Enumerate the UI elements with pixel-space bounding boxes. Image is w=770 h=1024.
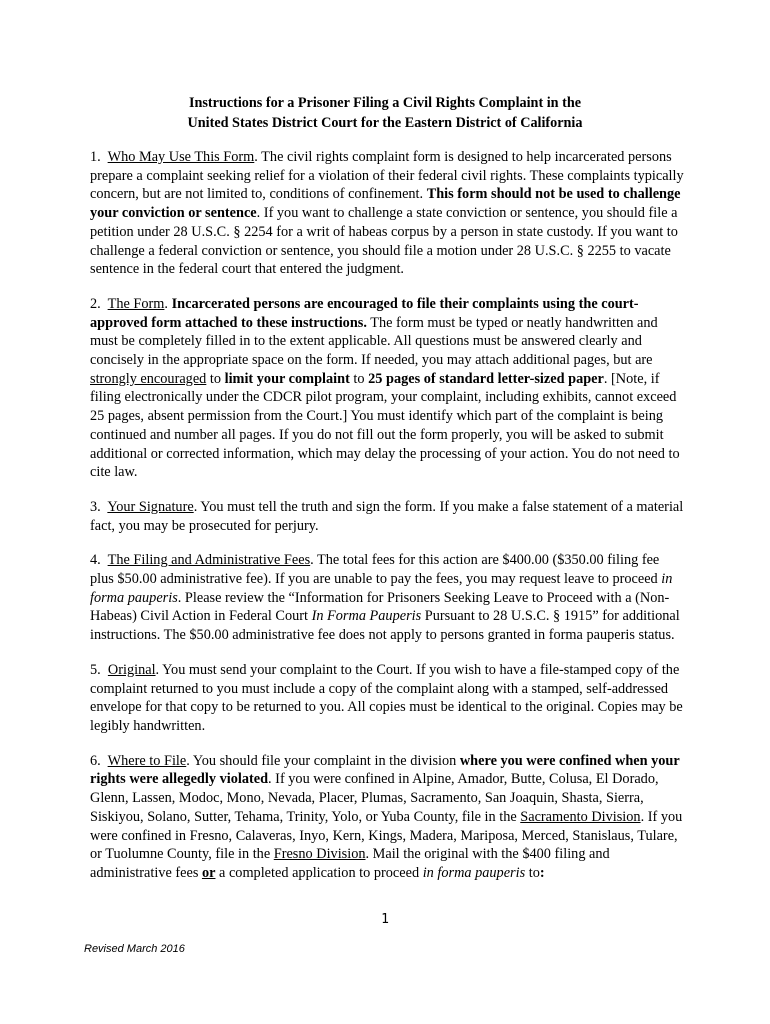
underlined-text: Fresno Division [273, 846, 366, 863]
section-heading: Who May Use This Form [107, 149, 255, 165]
italic-text: in forma pauperis [422, 864, 526, 881]
document-body [90, 148, 686, 899]
underlined-text: Sacramento Division [520, 808, 641, 825]
section-heading: Your Signature [107, 498, 194, 515]
underlined-text: strongly encouraged [90, 370, 207, 387]
section-number: 3. [90, 498, 101, 515]
bold-text: Incarcerated persons are encouraged to file their complaints using the court-approved form attached to these instructions. [90, 295, 639, 331]
section-number: 6. [90, 752, 101, 769]
italic-text: in forma pauperis [90, 571, 673, 606]
document-title [90, 93, 680, 133]
section-original: 5. Original. You must send your complaint to the Court. If you wish to have a file-stamped copy of the complaint returned to you must include a copy of the complaint along with a stamped, self-addressed envelope for that copy to be returned to you. All copies must be identical to the original. Copies may be legibly handwritten. [90, 661, 683, 734]
section-number: 4. [90, 552, 101, 569]
section-number: 5. [90, 661, 101, 678]
bold-text: This form should not be used to challenge your conviction or sentence [90, 186, 681, 222]
bold-text: : [539, 864, 545, 881]
revised-date: Revised March 2016 [84, 943, 185, 955]
title-line-1: Instructions for a Prisoner Filing a Civil Rights Complaint in the [188, 95, 582, 111]
section-where-to-file: 6. Where to File. You should file your complaint in the division where you were confined when your rights were allegedly violated. If you were confined in Alpine, Amador, Butte, Colusa, El Dorado, Glenn, Lassen, Modoc, Mono, Nevada, Placer, Plumas, Sacramento, San Joaquin, Shasta, Sierra, Siskiyou, Solano, Sutter, Tehama, Trinity, Yolo, or Yuba County, file in the Sacramento Division. If you were confined in Fresno, Calaveras, Inyo, Kern, Kings, Madera, Mariposa, Merced, Stanislaus, Tulare, or Tuolumne County, file in the Fresno Division. Mail the original with the $400 filing and administrative fees or a completed application to proceed in forma pauperis to: [90, 752, 683, 881]
section-heading: The Form [107, 295, 165, 312]
section-heading: The Filing and Administrative Fees [107, 552, 311, 569]
bold-text: 25 pages of standard letter-sized paper [368, 370, 604, 387]
page-number: 1 [381, 912, 389, 927]
title-line-2: United States District Court for the Eastern District of California [187, 115, 583, 131]
section-heading: Original [107, 661, 156, 678]
section-number: 1. [90, 149, 101, 165]
bold-underlined-text: or [201, 864, 216, 881]
section-your-signature: 3. Your Signature. You must tell the truth and sign the form. If you make a false statement of a material fact, you may be prosecuted for perjury. [90, 498, 684, 534]
italic-text: In Forma Pauperis [311, 608, 422, 625]
section-heading: Where to File [107, 752, 187, 769]
section-who-may-use: 1. Who May Use This Form. The civil rights complaint form is designed to help incarcerated persons prepare a complaint seeking relief for a violation of their federal civil rights. These complaints typically concern, but are not limited to, conditions of confinement. This form should not be used to challenge your conviction or sentence. If you want to challenge a state conviction or sentence, you should file a petition under 28 U.S.C. § 2254 for a writ of habeas corpus by a person in state custody. If you want to challenge a federal conviction or sentence, you should file a motion under 28 U.S.C. § 2255 to vacate sentence in the federal court that entered the judgment. [90, 149, 684, 278]
bold-text: limit your complaint [224, 370, 350, 387]
section-number: 2. [90, 295, 101, 312]
section-the-form: 2. The Form. Incarcerated persons are encouraged to file their complaints using the court-approved form attached to these instructions. The form must be typed or neatly handwritten and must be completely filled in to the extent applicable. All questions must be answered clearly and concisely in the appropriate space on the form. If needed, you may attach additional pages, but are strongly encouraged to limit your complaint to 25 pages of standard letter-sized paper. [Note, if filing electronically under the CDCR pilot program, your complaint, including exhibits, cannot exceed 25 pages, absent permission from the Court.] You must identify which part of the complaint is being continued and number all pages. If you do not fill out the form properly, you will be asked to submit additional or corrected information, which may delay the processing of your action. You do not need to cite law. [90, 295, 680, 481]
section-fees: 4. The Filing and Administrative Fees. The total fees for this action are $400.00 ($350.00 filing fee plus $50.00 administrative fee). If you are unable to pay the fees, you may request leave to proceed in forma pauperis. Please review the “Information for Prisoners Seeking Leave to Proceed with a (Non-Habeas) Civil Action in Federal Court In Forma Pauperis Pursuant to 28 U.S.C. § 1915” for additional instructions. The $50.00 administrative fee does not apply to persons granted in forma pauperis status. [90, 552, 680, 644]
bold-text: where you were confined when your rights were allegedly violated [90, 752, 680, 788]
